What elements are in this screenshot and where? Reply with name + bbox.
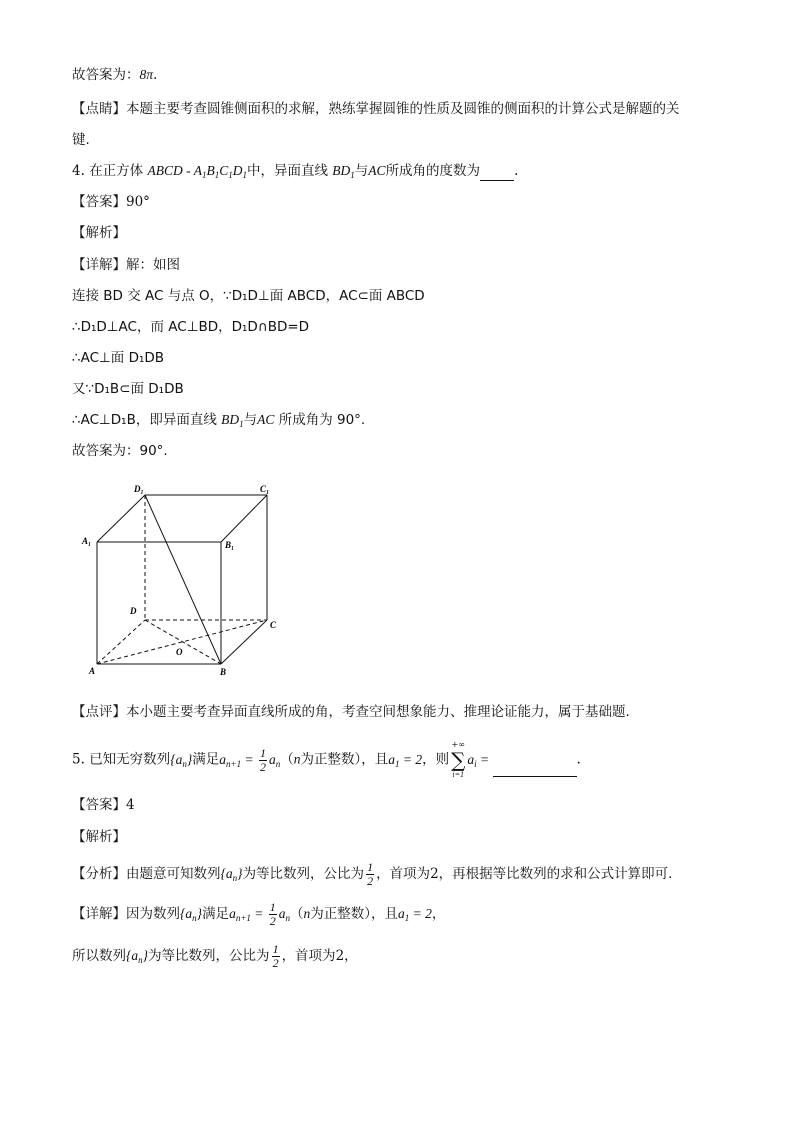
- q4-answer-line: [72, 193, 150, 211]
- q4-answer: 90°: [126, 194, 150, 210]
- q5-a1: $a_1 = 2$: [388, 751, 423, 769]
- q5-detail-seq: $\{a_n\}$: [180, 906, 203, 923]
- q4-stem-end: .: [514, 163, 519, 179]
- q5-detail-b: 满足: [202, 906, 230, 922]
- q4-line-ac: AC: [368, 163, 386, 178]
- q5-last-d: ，: [344, 948, 358, 964]
- q5-recurrence: $a_{n+1}$ = $\frac{1}{2}$ $a_n$: [219, 745, 281, 774]
- q5-answer: 4: [126, 797, 135, 813]
- label-a1: A₁: [82, 536, 92, 546]
- q5-ai: $a_i$ =: [467, 751, 493, 769]
- q5-detail-a1: $a_1 = 2$: [398, 906, 432, 923]
- q4-stem-a: 在正方体: [89, 163, 144, 179]
- q5-detail-text: [72, 898, 445, 930]
- q3-comment-text1: 本题主要考查圆锥侧面积的求解，熟练掌握圆锥的性质及圆锥的侧面积的计算公式是解题的关: [126, 101, 680, 117]
- q5-stem-d: 为正整数），且: [300, 751, 389, 768]
- q5-analysis-a: 由题意可知数列: [126, 866, 221, 882]
- q5-detail-c: （: [290, 906, 304, 922]
- q3-answer-suffix: .: [153, 67, 158, 83]
- q4-line-bd1: $BD_1$: [332, 163, 355, 180]
- q4-step5: [72, 411, 365, 429]
- q4-step2: ∴D₁D⊥AC，而 AC⊥BD，D₁D∩BD=D: [72, 319, 310, 335]
- q5-last-c: ，首项为: [281, 948, 336, 964]
- q3-answer-line: [72, 66, 157, 84]
- q4-stem-d: 所成角的度数为: [385, 163, 481, 179]
- q5-answer-blank: [493, 744, 577, 777]
- q4-review-line: [72, 703, 630, 721]
- q4-detail-line: [72, 256, 180, 274]
- q5-stem-end: .: [576, 751, 581, 768]
- q5-last-line: 所以数列$\{a_n\}$为等比数列，公比为 $\frac{1}{2}$ ，首项为2，: [72, 942, 358, 970]
- q5-detail-tag: 【详解】: [72, 906, 126, 922]
- q4-analysis-tag: 【解析】: [72, 225, 126, 241]
- edge-c1-b1: [221, 495, 267, 542]
- q4-review-tag: 【点评】: [72, 704, 126, 720]
- q5-analysis-d: ，再根据等比数列的求和公式计算即可.: [438, 866, 673, 882]
- q3-comment-tag: 【点睛】: [72, 101, 126, 117]
- q4-step5-b: 与: [243, 412, 258, 428]
- q4-review-text: 本小题主要考查异面直线所成的角，考查空间想象能力、推理论证能力，属于基础题.: [126, 704, 630, 720]
- q3-answer-prefix: 故答案为：: [72, 67, 140, 83]
- q5-detail-a: 因为数列: [126, 906, 180, 922]
- q4-detail-intro: 解：如图: [126, 257, 180, 273]
- label-a: A: [89, 666, 96, 676]
- q4-answer-tag: 【答案】: [72, 194, 126, 210]
- q3-comment-line2: [72, 131, 90, 149]
- q3-answer-value: 8π: [139, 67, 154, 82]
- q4-number: 4.: [72, 163, 85, 179]
- q5-stem-c: （: [280, 751, 294, 768]
- q5-detail-n: n: [303, 906, 311, 921]
- q5-analysis-text: 【分析】由题意可知数列$\{a_n\}$为等比数列，公比为 $\frac{1}{2}$ ，首项为2，再根据等比数列的求和公式计算即可.: [72, 860, 673, 888]
- q5-analysis-line: [72, 828, 126, 846]
- q4-stem-c: 与: [354, 163, 369, 179]
- q4-step5-ac: AC: [257, 412, 275, 427]
- q5-last-b: 为等比数列，公比为: [148, 948, 270, 964]
- q5-analysis-sub-tag: 【分析】: [72, 866, 126, 882]
- q4-analysis-line: [72, 224, 126, 242]
- q5-analysis-ratio: $\frac{1}{2}$: [367, 860, 374, 888]
- q5-last-a: 所以数列: [72, 948, 126, 964]
- q5-var-n: n: [293, 751, 301, 767]
- q5-analysis-tag: 【解析】: [72, 829, 126, 845]
- q5-last-seq: $\{a_n\}$: [126, 948, 149, 965]
- q5-seq: $\{a_n\}$: [170, 751, 193, 769]
- q4-step1: 连接 BD 交 AC 与点 O，∵D₁D⊥面 ABCD，AC⊂面 ABCD: [72, 288, 425, 304]
- q3-comment-line1: [72, 100, 680, 118]
- edge-c-b: [221, 620, 267, 664]
- edge-a1-d1: [97, 495, 145, 542]
- q5-detail-e: ，: [431, 906, 446, 922]
- q5-last-ratio: $\frac{1}{2}$: [272, 942, 279, 970]
- q5-answer-tag: 【答案】: [72, 797, 126, 813]
- q4-step5-c: 所成角为 90°.: [278, 412, 366, 428]
- cube-figure: [78, 478, 293, 678]
- q5-stem-a: 已知无穷数列: [89, 751, 171, 768]
- q4-stem-b: 中，异面直线: [247, 163, 328, 179]
- q5-stem: [72, 740, 581, 780]
- label-d: D: [130, 606, 137, 616]
- diagonal-d-b: [145, 620, 221, 664]
- q5-detail-recurrence: $a_{n+1}$ = $\frac{1}{2}$ $a_n$: [229, 900, 291, 929]
- q5-number: 5.: [72, 751, 85, 768]
- q5-stem-b: 满足: [192, 751, 220, 768]
- q4-stem: [72, 162, 518, 181]
- label-b: B: [220, 667, 227, 677]
- label-c1: C₁: [260, 484, 270, 494]
- q4-step4: 又∵D₁B⊂面 D₁DB: [72, 381, 184, 397]
- label-c: C: [270, 620, 277, 630]
- q4-cube-name: ABCD - $A_1B_1C_1D_1$: [147, 163, 247, 180]
- q4-final: 故答案为：90°.: [72, 443, 168, 459]
- q5-analysis-seq: $\{a_n\}$: [220, 866, 243, 883]
- q4-answer-blank: [480, 162, 514, 181]
- label-b1: B₁: [225, 540, 235, 550]
- q5-stem-e: ，则: [422, 751, 450, 768]
- segment-d1-b: [145, 495, 221, 664]
- q5-answer-line: [72, 796, 135, 814]
- q4-step5-a: ∴AC⊥D₁B，即异面直线: [72, 412, 217, 428]
- q3-comment-text2: 键.: [72, 132, 90, 148]
- diagonal-a-c: [97, 620, 267, 664]
- q4-detail-tag: 【详解】: [72, 257, 126, 273]
- label-d1: D₁: [134, 484, 144, 494]
- q5-detail-d: 为正整数），且: [310, 906, 399, 922]
- q4-step3: ∴AC⊥面 D₁DB: [72, 350, 165, 366]
- q5-analysis-b: 为等比数列，公比为: [242, 866, 365, 882]
- q5-analysis-c: ，首项为: [376, 866, 431, 882]
- label-o: O: [176, 647, 183, 657]
- q4-step5-bd1: $BD_1$: [221, 412, 244, 429]
- q5-sum: +∞ ∑ i=1: [451, 740, 466, 779]
